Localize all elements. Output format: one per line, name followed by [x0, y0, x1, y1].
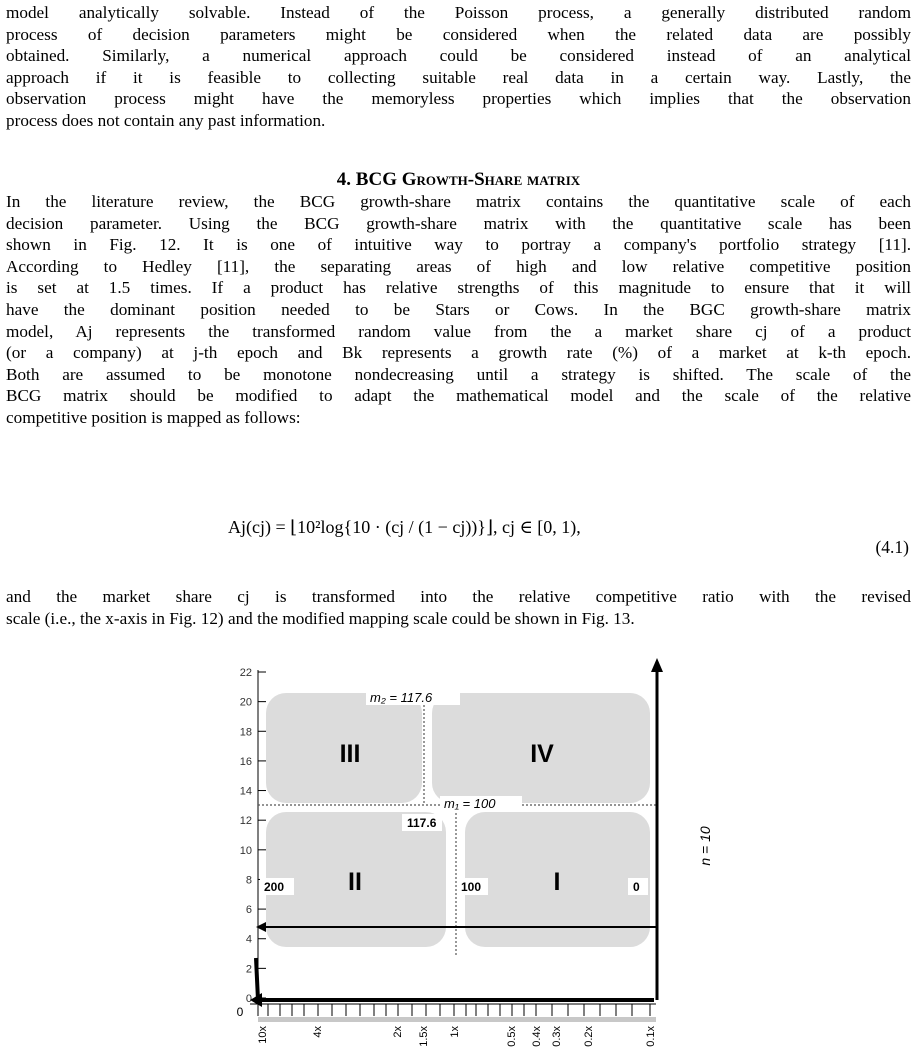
x-axis-minor-ticks	[258, 1004, 650, 1016]
x-axis-shadow	[258, 1017, 656, 1022]
quadrant-i-label: I	[553, 868, 561, 896]
y-tick-label: 20	[239, 696, 252, 709]
x-axis-tick-labels	[257, 1026, 657, 1047]
text-line: (or a company) at j-th epoch and Bk represents a growth rate (%) of a market at k-th epoch.	[6, 343, 911, 363]
y-tick-label: 6	[245, 904, 252, 917]
x-axis-origin-label: 0	[236, 1005, 244, 1019]
text-line: have the dominant position needed to be Stars or Cows. In the BGC growth-share matrix	[6, 299, 911, 319]
left-value-label: 200	[264, 880, 285, 894]
y-axis-ticks	[240, 667, 266, 1005]
m1-label: m₁ = 100	[444, 796, 496, 811]
equation-rhs: ⌊10²log{10 · (cj / (1 − cj))}⌋, cj ∈ [0, 1),	[290, 517, 581, 537]
text-line: decision parameter. Using the BCG growth-share matrix with the quantitative scale has been	[6, 213, 911, 233]
m2-label: m₂ = 117.6	[370, 690, 433, 705]
quadrant-iii-label: III	[339, 740, 361, 768]
paragraph-mapping	[6, 586, 911, 629]
text-line: model analytically solvable. Instead of the Poisson process, a generally distributed random	[6, 3, 911, 22]
text-line: process does not contain any past information.	[6, 110, 326, 130]
x-tick-label: 0.3x	[551, 1026, 563, 1047]
text-line: observation process might have the memoryless properties which implies that the observation	[6, 89, 911, 109]
section-heading: 4. BCG Growth-Share matrix	[336, 169, 581, 190]
text-line: obtained. Similarly, a numerical approach could be considered instead of an analytical	[6, 46, 911, 66]
y-tick-label: 12	[239, 815, 252, 828]
quadrant-iv-label: IV	[530, 740, 554, 768]
right-value-label: 0	[633, 880, 640, 894]
y-tick-label: 16	[239, 755, 252, 768]
n-label: n = 10	[697, 826, 713, 866]
equation-body	[228, 517, 581, 538]
bcg-matrix-figure	[200, 656, 730, 1050]
text-line: model, Aj represents the transformed random value from the a market share cj of a product	[6, 321, 911, 341]
text-line: In the literature review, the BCG growth-share matrix contains the quantitative scale of each	[6, 192, 911, 211]
x-tick-label: 4x	[312, 1026, 324, 1038]
equation-4-1	[0, 517, 917, 573]
text-line: scale (i.e., the x-axis in Fig. 12) and the modified mapping scale could be shown in Fig. 13.	[6, 608, 635, 628]
x-tick-label: 0.2x	[583, 1026, 595, 1047]
axis-arrowhead-up	[651, 658, 663, 672]
y-tick-label: 8	[245, 874, 252, 887]
text-line: is set at 1.5 times. If a product has relative strengths of this magnitude to ensure that it will	[6, 278, 911, 298]
x-tick-label: 1.5x	[418, 1026, 430, 1047]
text-line: Both are assumed to be monotone nondecreasing until a strategy is shifted. The scale of the	[6, 364, 911, 384]
text-line: and the market share cj is transformed into the relative competitive ratio with the revised	[6, 587, 911, 606]
y-tick-label: 14	[239, 785, 252, 798]
y-tick-label: 18	[239, 726, 252, 739]
x-tick-label: 10x	[257, 1026, 269, 1044]
text-line: approach if it is feasible to collecting suitable real data in a certain way. Lastly, the	[6, 67, 911, 87]
y-tick-label: 10	[239, 844, 252, 857]
text-line: competitive position is mapped as follows:	[6, 407, 301, 427]
y-tick-label: 22	[239, 667, 252, 679]
y-tick-label: 0	[245, 993, 252, 1005]
text-line: BCG matrix should be modified to adapt the mathematical model and the scale of the relative	[6, 386, 911, 406]
x-tick-label: 1x	[449, 1026, 461, 1038]
text-line: process of decision parameters might be considered when the related data are possibly	[6, 24, 911, 44]
x-tick-label: 0.1x	[645, 1026, 657, 1047]
mid-value-label: 117.6	[407, 816, 437, 830]
center-value-label: 100	[461, 880, 482, 894]
paragraph-continuation	[6, 2, 911, 132]
text-line: shown in Fig. 12. It is one of intuitive way to portray a company's portfolio strategy [11].	[6, 235, 911, 255]
x-tick-label: 2x	[392, 1026, 404, 1038]
x-tick-label: 0.4x	[531, 1026, 543, 1047]
axis-arrow-horizontal	[256, 958, 654, 1000]
equation-number: (4.1)	[875, 537, 909, 557]
y-tick-label: 4	[245, 933, 252, 946]
paragraph-bcg-intro	[6, 191, 911, 429]
y-tick-label: 2	[245, 963, 252, 976]
x-tick-label: 0.5x	[506, 1026, 518, 1047]
text-line: According to Hedley [11], the separating areas of high and low relative competitive position	[6, 256, 911, 276]
equation-lhs: Aj(cj) =	[228, 517, 286, 537]
quadrant-ii-label: II	[348, 868, 362, 896]
bcg-matrix-svg	[200, 656, 730, 1050]
